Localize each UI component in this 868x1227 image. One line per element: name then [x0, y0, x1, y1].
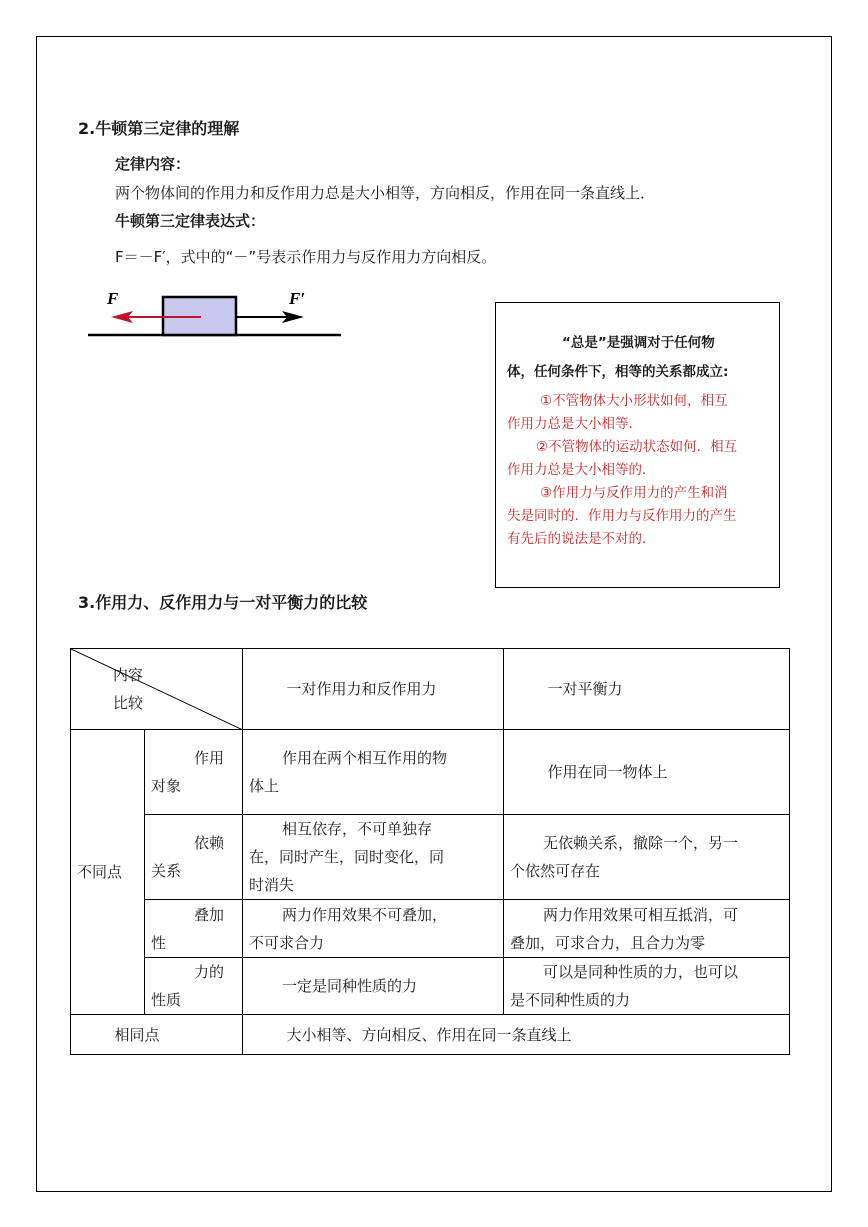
- same-text: 大小相等、方向相反、作用在同一条直线上: [243, 1015, 790, 1055]
- corner-diagonal: [71, 649, 243, 730]
- corner-cell: [71, 649, 243, 730]
- table-row: [71, 730, 790, 815]
- note-box: [495, 302, 780, 588]
- section-heading-comparison: 3.作用力、反作用力与一对平衡力的比较: [78, 593, 368, 612]
- table-row: [71, 958, 790, 1015]
- law-expression-text: F＝－F′，式中的“－”号表示作用力与反作用力方向相反。: [115, 248, 497, 266]
- note-red-line: 有先后的说法是不对的．: [507, 531, 656, 547]
- same-label: 相同点: [71, 1015, 243, 1055]
- cell-balanced: 作用在同一物体上: [504, 730, 790, 815]
- force-label-f: F: [107, 289, 119, 308]
- cell-balanced: 可以是同种性质的力，也可以 是不同种性质的力: [504, 958, 790, 1015]
- table-row: [71, 815, 790, 900]
- table-row-same: [71, 1015, 790, 1055]
- group-label-differences: 不同点: [71, 730, 145, 1015]
- row-label: 依赖 关系: [145, 815, 243, 900]
- cell-action-reaction: 作用在两个相互作用的物 体上: [243, 730, 504, 815]
- cell-action-reaction: 相互依存，不可单独存 在，同时产生，同时变化，同 时消失: [243, 815, 504, 900]
- note-red-line: ①不管物体大小形状如何，相互: [540, 393, 728, 409]
- note-red-line: ②不管物体的运动状态如何．相互: [536, 439, 738, 455]
- cell-balanced: 两力作用效果可相互抵消，可 叠加，可求合力，且合力为零: [504, 900, 790, 958]
- law-content-text: 两个物体间的作用力和反作用力总是大小相等，方向相反，作用在同一条直线上．: [115, 184, 656, 202]
- note-bold-line-1: “总是”是强调对于任何物: [562, 335, 715, 351]
- row-label: 作用 对象: [145, 730, 243, 815]
- row-label: 叠加 性: [145, 900, 243, 958]
- comparison-table: [70, 648, 790, 1055]
- force-label-f-prime: F′: [289, 289, 306, 308]
- cell-action-reaction: 一定是同种性质的力: [243, 958, 504, 1015]
- law-content-label: 定律内容：: [115, 155, 191, 173]
- cell-balanced: 无依赖关系，撤除一个，另一 个依然可存在: [504, 815, 790, 900]
- row-label: 力的 性质: [145, 958, 243, 1015]
- note-red-line: ③作用力与反作用力的产生和消: [540, 485, 728, 501]
- col-header-balanced: 一对平衡力: [504, 649, 790, 730]
- note-red-line: 作用力总是大小相等．: [507, 416, 642, 432]
- corner-bottom-label: 比较: [113, 694, 144, 712]
- note-bold-line-2: 体，任何条件下，相等的关系都成立:: [507, 364, 729, 380]
- col-header-action-reaction: 一对作用力和反作用力: [243, 649, 504, 730]
- force-diagram: [86, 284, 356, 348]
- table-row: [71, 900, 790, 958]
- note-red-line: 作用力总是大小相等的．: [507, 462, 656, 478]
- corner-top-label: 内容: [113, 666, 144, 684]
- law-expression-label: 牛顿第三定律表达式：: [115, 212, 266, 230]
- note-red-line: 失是同时的．作用力与反作用力的产生: [507, 508, 737, 524]
- table-header-row: [71, 649, 790, 730]
- section-heading-newton-third-law: 2.牛顿第三定律的理解: [78, 119, 240, 138]
- cell-action-reaction: 两力作用效果不可叠加， 不可求合力: [243, 900, 504, 958]
